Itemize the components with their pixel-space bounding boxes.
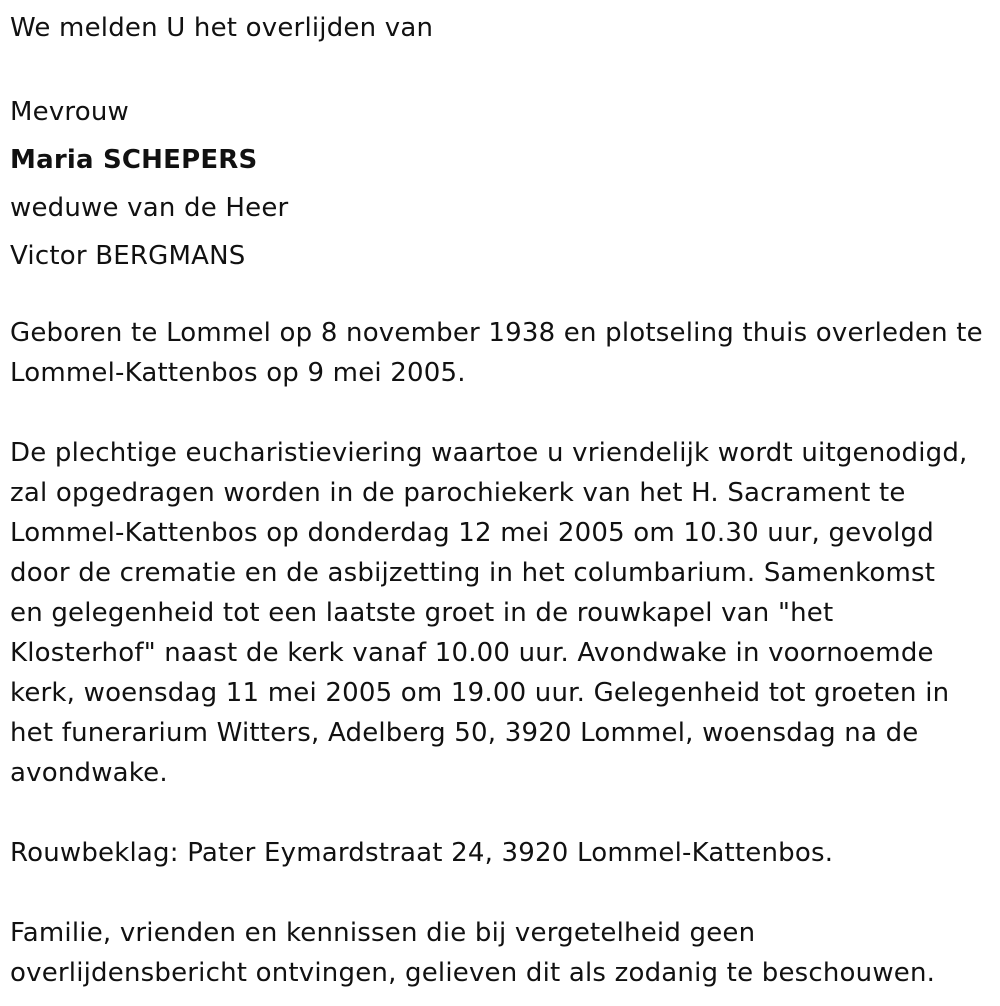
spacer: [10, 393, 995, 433]
paragraph-line: door de crematie en de asbijzetting in het columbarium. Samenkomst: [10, 558, 936, 588]
spacer: [10, 873, 995, 913]
spouse-name: Victor BERGMANS: [10, 241, 246, 271]
paragraph-line: kerk, woensdag 11 mei 2005 om 19.00 uur. Gelegenheid tot groeten in: [10, 678, 950, 708]
widow-of-line: weduwe van de Heer: [10, 193, 289, 223]
spacer: [10, 48, 995, 88]
spacer: [10, 280, 995, 313]
deceased-block: [10, 88, 995, 280]
paragraph-line: Klosterhof" naast de kerk vanaf 10.00 uur. Avondwake in voornoemde: [10, 638, 934, 668]
salutation: Mevrouw: [10, 97, 129, 127]
paragraph-line: Geboren te Lommel op 8 november 1938 en plotseling thuis overleden te: [10, 318, 983, 348]
spacer: [10, 793, 995, 833]
paragraph-line: Lommel-Kattenbos op donderdag 12 mei 2005 om 10.30 uur, gevolgd: [10, 518, 934, 548]
paragraph-line: overlijdensbericht ontvingen, gelieven dit als zodanig te beschouwen.: [10, 958, 936, 988]
deceased-name: Maria SCHEPERS: [10, 145, 258, 175]
paragraph-line: en gelegenheid tot een laatste groet in de rouwkapel van "het: [10, 598, 834, 628]
paragraph-line: De plechtige eucharistieviering waartoe u vriendelijk wordt uitgenodigd,: [10, 438, 968, 468]
paragraph-line: het funerarium Witters, Adelberg 50, 3920 Lommel, woensdag na de: [10, 718, 919, 748]
birth-death-paragraph: [10, 313, 995, 393]
intro-line: We melden U het overlijden van: [10, 13, 434, 43]
ceremony-paragraph: [10, 433, 995, 793]
paragraph-line: zal opgedragen worden in de parochiekerk van het H. Sacrament te: [10, 478, 906, 508]
death-notice: [10, 8, 995, 993]
paragraph-line: avondwake.: [10, 758, 168, 788]
condolence-address: Rouwbeklag: Pater Eymardstraat 24, 3920 Lommel-Kattenbos.: [10, 838, 834, 868]
closing-paragraph: [10, 913, 995, 993]
paragraph-line: Familie, vrienden en kennissen die bij vergetelheid geen: [10, 918, 756, 948]
paragraph-line: Lommel-Kattenbos op 9 mei 2005.: [10, 358, 466, 388]
